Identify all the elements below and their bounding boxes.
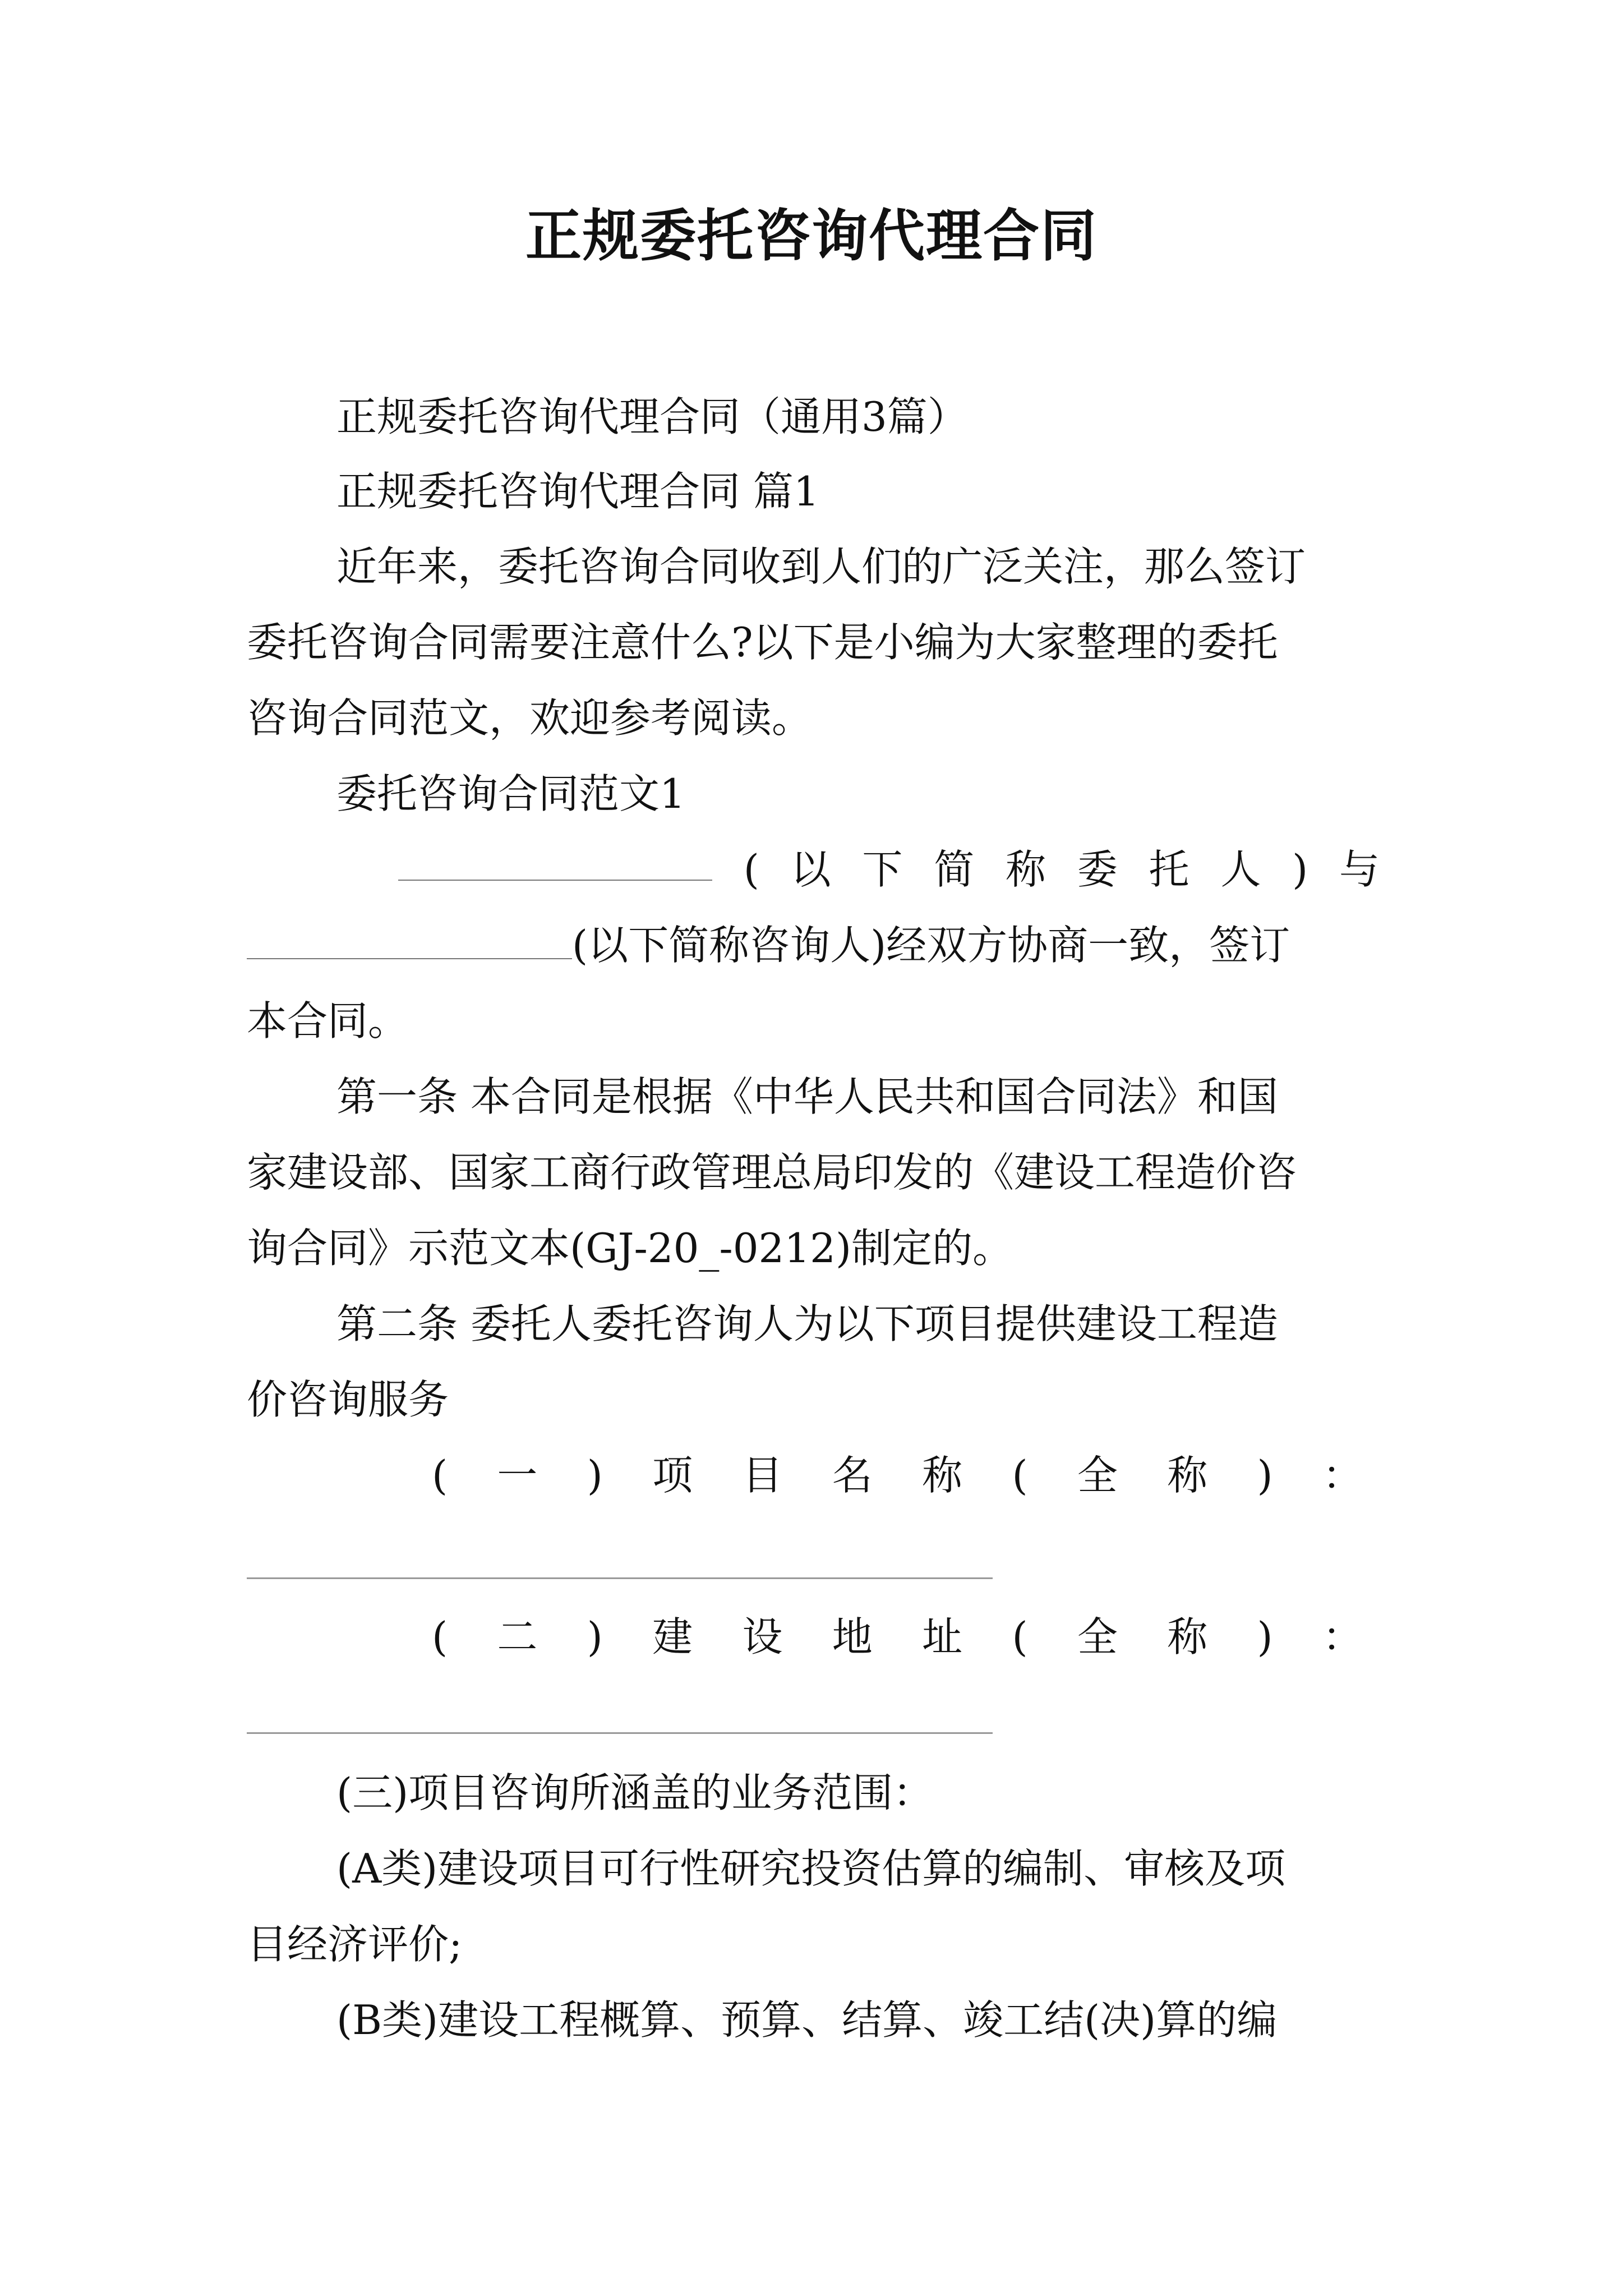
parties-char: 以	[790, 846, 831, 893]
parties-closing: 本合同。	[247, 997, 409, 1045]
parties-char: 简	[934, 846, 975, 893]
item2-char: (	[432, 1613, 448, 1660]
item1-char: 称	[922, 1452, 963, 1499]
item1-char: )	[587, 1452, 603, 1499]
parties-char: (	[743, 846, 759, 893]
item1-project-name	[432, 1448, 1363, 1502]
class-a-line-2: 目经济评价;	[247, 1921, 463, 1968]
item1-char: 全	[1077, 1452, 1118, 1499]
item2-char: 址	[922, 1613, 963, 1660]
intro-line-2: 委托咨询合同需要注意什么?以下是小编为大家整理的委托	[247, 619, 1278, 666]
parties-line-1	[398, 843, 1380, 896]
item2-char: ：	[1322, 1613, 1363, 1660]
parties-char: 人	[1220, 846, 1261, 893]
article1-line-1: 第一条 本合同是根据《中华人民共和国合同法》和国	[336, 1073, 1278, 1120]
parties-char: 委	[1077, 846, 1118, 893]
item1-char: 称	[1167, 1452, 1208, 1499]
intro-line-1: 近年来，委托咨询合同收到人们的广泛关注，那么签订	[336, 543, 1306, 590]
item1-char: )	[1257, 1452, 1273, 1499]
item1-char: (	[1012, 1452, 1028, 1499]
item2-char: 称	[1167, 1613, 1208, 1660]
article1-line-3: 询合同》示范文本(GJ-20_-0212)制定的。	[247, 1225, 1013, 1272]
article1-line-2: 家建设部、国家工商行政管理总局印发的《建设工程造价咨	[247, 1149, 1297, 1196]
item2-char: )	[1257, 1613, 1273, 1660]
item1-char: ：	[1322, 1452, 1363, 1499]
project-name-blank-line	[247, 1577, 993, 1579]
item2-char: (	[1012, 1613, 1028, 1660]
item2-char: )	[587, 1613, 603, 1660]
article2-line-2: 价咨询服务	[247, 1376, 449, 1423]
item1-char: 目	[742, 1452, 783, 1499]
document-subtitle: 正规委托咨询代理合同（通用3篇）	[336, 393, 968, 440]
parties-char: 与	[1339, 846, 1380, 893]
parties-char: 下	[862, 846, 903, 893]
item1-char: 项	[652, 1452, 693, 1499]
parties-char: )	[1292, 846, 1308, 893]
parties-char: 称	[1005, 846, 1046, 893]
intro-line-3: 咨询合同范文，欢迎参考阅读。	[247, 694, 813, 742]
item2-char: 地	[832, 1613, 873, 1660]
item3-scope: (三)项目咨询所涵盖的业务范围：	[336, 1769, 934, 1816]
document-title: 正规委托咨询代理合同	[525, 203, 1098, 269]
first-party-blank	[398, 843, 712, 881]
second-party-text: (以下简称咨询人)经双方协商一致，签订	[572, 922, 1290, 969]
item2-char: 全	[1077, 1613, 1118, 1660]
second-party-blank	[247, 921, 572, 959]
item2-char: 二	[497, 1613, 538, 1660]
site-address-blank-line	[247, 1732, 993, 1734]
item1-char: 名	[832, 1452, 873, 1499]
item2-char: 建	[652, 1613, 693, 1660]
article2-line-1: 第二条 委托人委托咨询人为以下项目提供建设工程造	[336, 1300, 1278, 1347]
item1-char: 一	[497, 1452, 538, 1499]
parties-line-2	[247, 918, 1380, 972]
sample-heading: 委托咨询合同范文1	[336, 770, 685, 817]
item1-char: (	[432, 1452, 448, 1499]
item2-site-address	[432, 1610, 1363, 1664]
class-b-line-1: (B类)建设工程概算、预算、结算、竣工结(决)算的编	[336, 1996, 1278, 2044]
parties-char: 托	[1149, 846, 1189, 893]
part-heading: 正规委托咨询代理合同 篇1	[336, 468, 819, 515]
class-a-line-1: (A类)建设项目可行性研究投资估算的编制、审核及项	[336, 1845, 1286, 1892]
item2-char: 设	[742, 1613, 783, 1660]
